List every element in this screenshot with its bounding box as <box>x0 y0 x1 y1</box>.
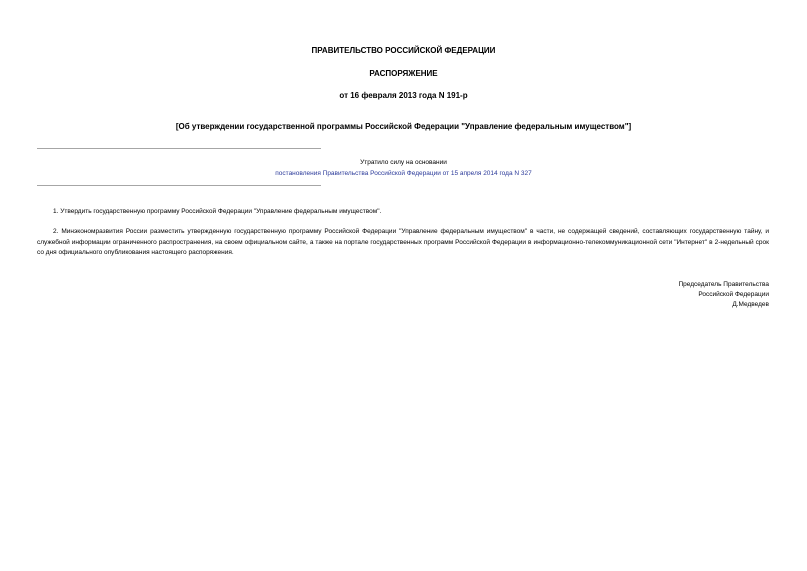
document-title: [Об утверждении государственной программы Российской Федерации "Управление федеральным имуществом"] <box>175 122 632 131</box>
signatory-position-org: Российской Федерации <box>698 291 769 298</box>
document-type: РАСПОРЯЖЕНИЕ <box>369 69 438 78</box>
signatory-name: Д.Медведев <box>732 301 769 308</box>
divider-top <box>37 148 321 149</box>
paragraph-1: 1. Утвердить государственную программу Российской Федерации "Управление федеральным имуществом". <box>53 208 382 215</box>
paragraph-2: 2. Минэкономразвития России разместить утвержденную государственную программу Российской Федерации "Управление федеральным имуществом" в части, не содержащей сведений, составляющих государственную тайну, и служебной информации ограниченного распространения, на своем официальном сайте, а также на портале государственных программ Российской Федерации в информационно-телекоммуникационной сети "Интернет" в 2-недельный срок со дня официального опубликования настоящего распоряжения. <box>37 228 769 256</box>
repeal-decree-link[interactable]: постановления Правительства Российской Федерации от 15 апреля 2014 года N 327 <box>275 170 532 177</box>
document-date-number: от 16 февраля 2013 года N 191-р <box>339 91 468 100</box>
status-note: Утратило силу на основании <box>360 159 447 166</box>
issuing-authority: ПРАВИТЕЛЬСТВО РОССИЙСКОЙ ФЕДЕРАЦИИ <box>311 46 496 55</box>
divider-bottom <box>37 185 321 186</box>
signatory-position: Председатель Правительства <box>678 281 769 288</box>
